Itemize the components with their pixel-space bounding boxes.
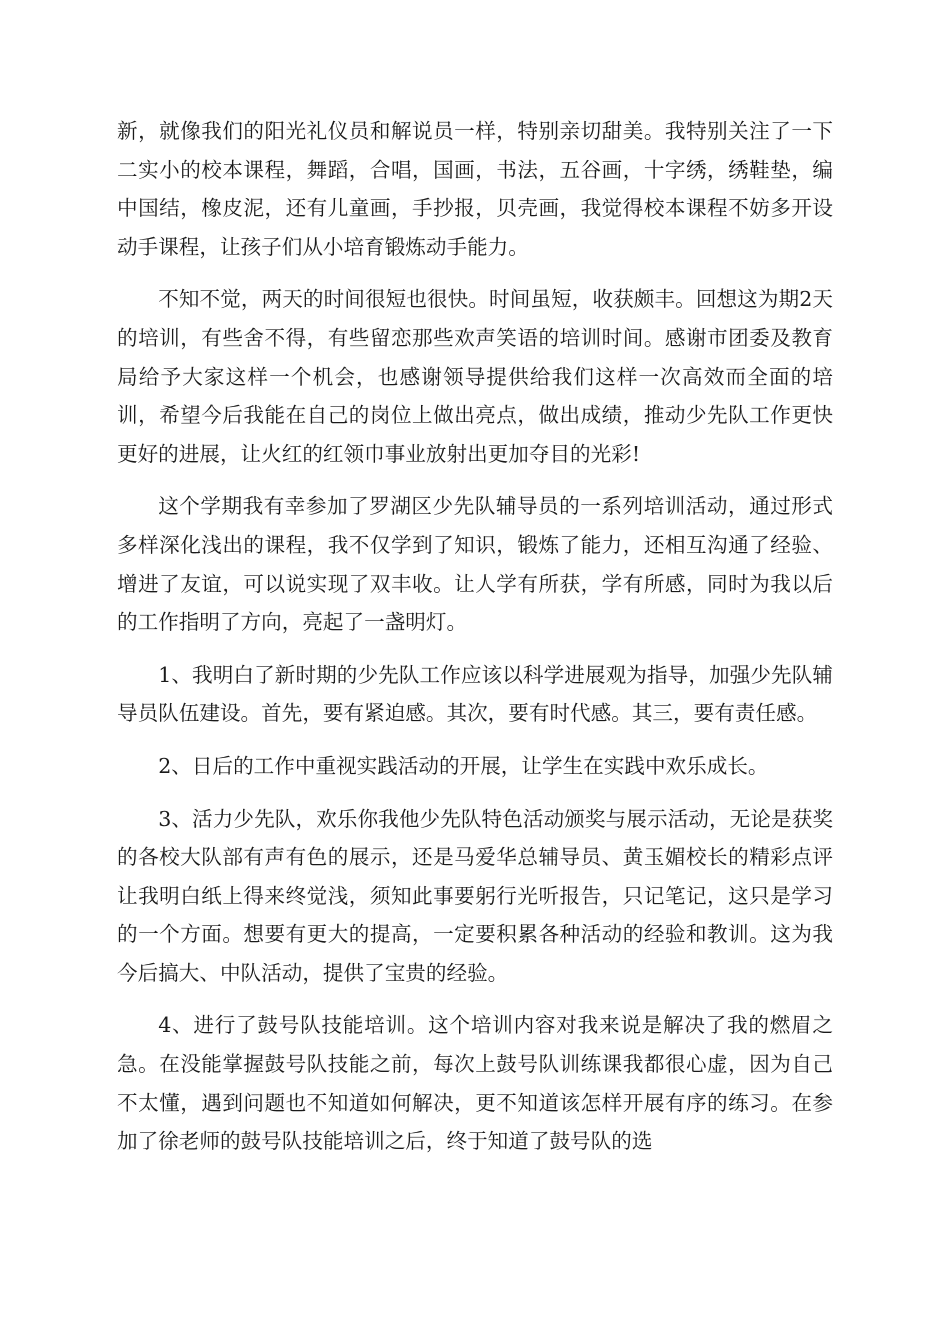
paragraph-2: 不知不觉，两天的时间很短也很快。时间虽短，收获颇丰。回想这为期2天的培训，有些舍不得，有些留恋那些欢声笑语的培训时间。感谢市团委及教育局给予大家这样一个机会，也感谢领导提供给我们这样一次高效而全面的培训，希望今后我能在自己的岗位上做出亮点，做出成绩，推动少先队工作更快更好的进展，让火红的红领巾事业放射出更加夺目的光彩! bbox=[117, 287, 833, 466]
paragraph-5: 2、日后的工作中重视实践活动的开展，让学生在实践中欢乐成长。 bbox=[158, 753, 769, 778]
paragraph-6: 3、活力少先队，欢乐你我他少先队特色活动颁奖与展示活动，无论是获奖的各校大队部有声有色的展示，还是马爱华总辅导员、黄玉媚校长的精彩点评让我明白纸上得来终觉浅，须知此事要躬行光听报告，只记笔记，这只是学习的一个方面。想要有更大的提高，一定要积累各种活动的经验和教训。这为我今后搞大、中队活动，提供了宝贵的经验。 bbox=[117, 806, 833, 985]
paragraph-7: 4、进行了鼓号队技能培训。这个培训内容对我来说是解决了我的燃眉之急。在没能掌握鼓号队技能之前，每次上鼓号队训练课我都很心虚，因为自己不太懂，遇到问题也不知道如何解决，更不知道该怎样开展有序的练习。在参加了徐老师的鼓号队技能培训之后，终于知道了鼓号队的选 bbox=[117, 1013, 833, 1154]
paragraph-1: 新，就像我们的阳光礼仪员和解说员一样，特别亲切甜美。我特别关注了一下二实小的校本课程，舞蹈，合唱，国画，书法，五谷画，十字绣，绣鞋垫，编中国结，橡皮泥，还有儿童画，手抄报，贝壳画，我觉得校本课程不妨多开设动手课程，让孩子们从小培育锻炼动手能力。 bbox=[117, 119, 833, 259]
document-page bbox=[117, 112, 833, 1175]
paragraph-4: 1、我明白了新时期的少先队工作应该以科学进展观为指导，加强少先队辅导员队伍建设。首先，要有紧迫感。其次，要有时代感。其三，要有责任感。 bbox=[117, 662, 833, 726]
paragraph-3: 这个学期我有幸参加了罗湖区少先队辅导员的一系列培训活动，通过形式多样深化浅出的课程，我不仅学到了知识，锻炼了能力，还相互沟通了经验、增进了友谊，可以说实现了双丰收。让人学有所获，学有所感，同时为我以后的工作指明了方向，亮起了一盏明灯。 bbox=[117, 494, 833, 635]
